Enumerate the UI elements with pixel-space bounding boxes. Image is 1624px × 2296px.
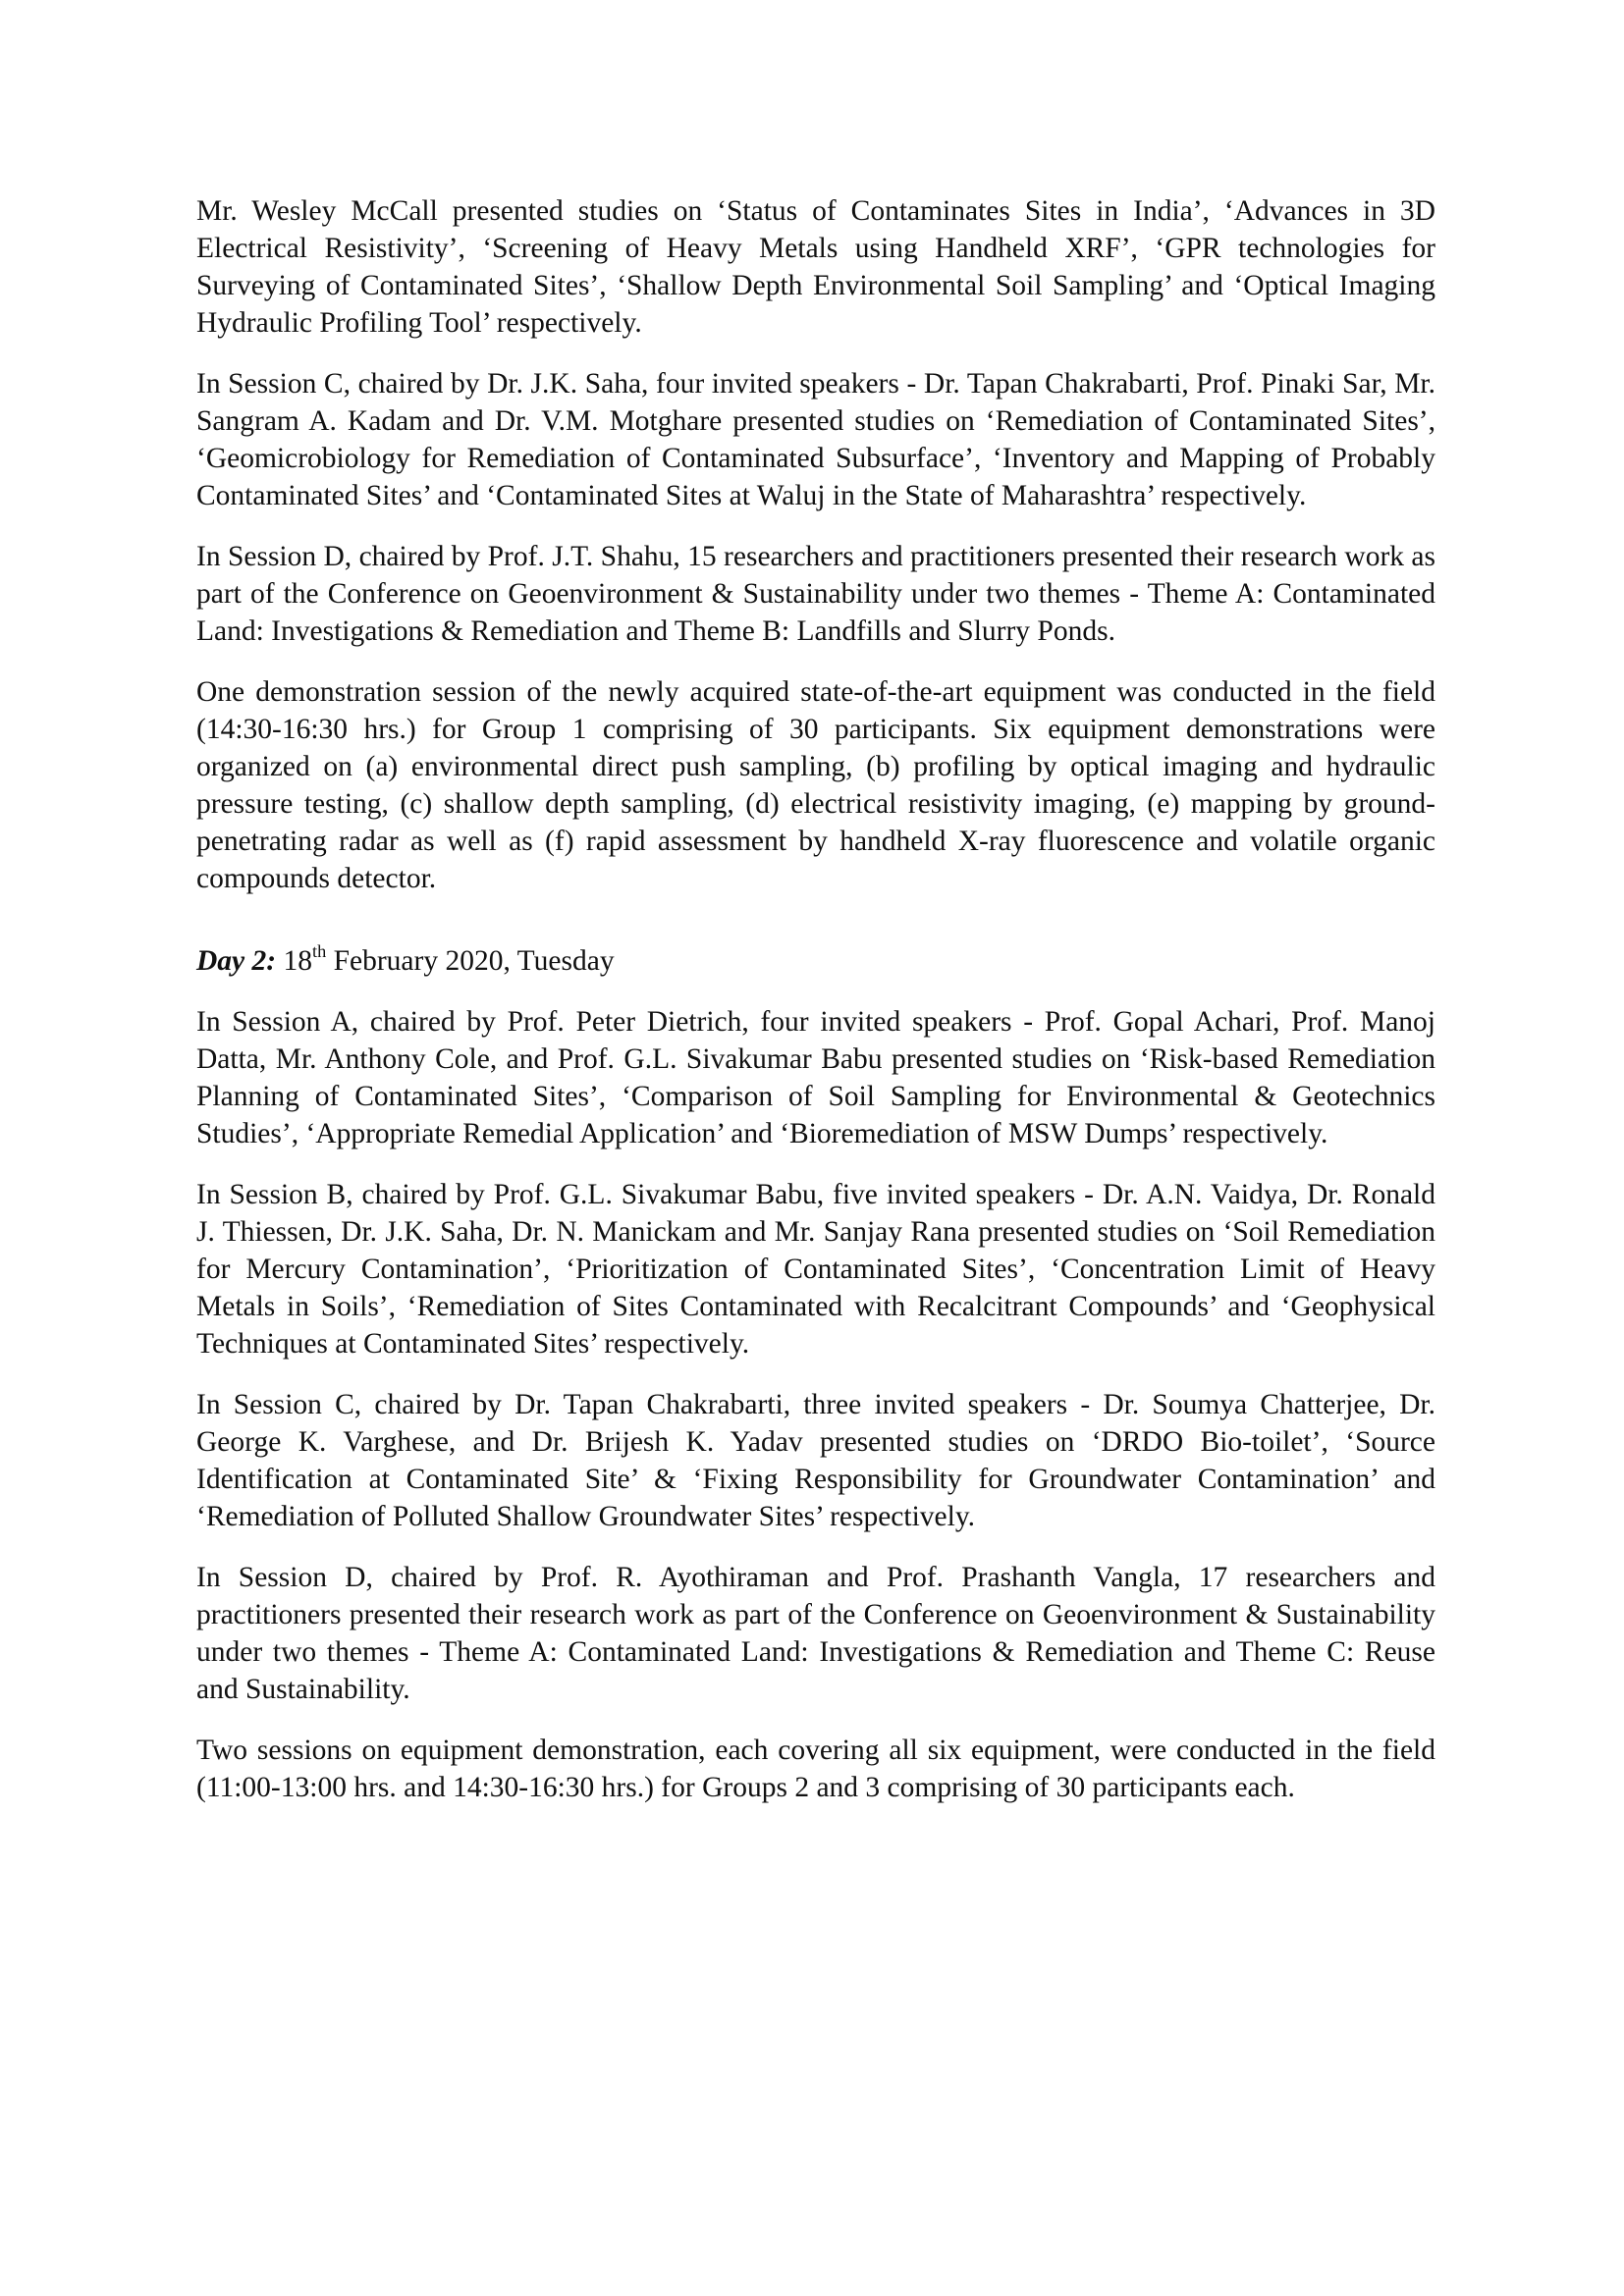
paragraph-day2-demonstration: Two sessions on equipment demonstration, each covering all six equipment, were conducted in the field (11:00-13:00 hrs. and 14:30-16:30 hrs.) for Groups 2 and 3 comprising of 30 participants each. [196, 1735, 1435, 1803]
paragraph-day1-session-c: In Session C, chaired by Dr. J.K. Saha, four invited speakers - Dr. Tapan Chakrabarti, Prof. Pinaki Sar, Mr. Sangram A. Kadam and Dr. V.M. Motghare presented studies on ‘Remediation of Contaminated Sites’, ‘Geomicrobiology for Remediation of Contaminated Subsurface’, ‘Inventory and Mapping of Probably Contaminated Sites’ and ‘Contaminated Sites at Waluj in the State of Maharashtra’ respectively. [196, 368, 1435, 511]
paragraph-day2-session-c: In Session C, chaired by Dr. Tapan Chakrabarti, three invited speakers - Dr. Soumya Chatterjee, Dr. George K. Varghese, and Dr. Brijesh K. Yadav presented studies on ‘DRDO Bio-toilet’, ‘Source Identification at Contaminated Site’ & ‘Fixing Responsibility for Groundwater Contamination’ and ‘Remediation of Polluted Shallow Groundwater Sites’ respectively. [196, 1389, 1435, 1532]
document-body [196, 192, 1435, 1830]
paragraph-day2-session-a: In Session A, chaired by Prof. Peter Dietrich, four invited speakers - Prof. Gopal Achari, Prof. Manoj Datta, Mr. Anthony Cole, and Prof. G.L. Sivakumar Babu presented studies on ‘Risk-based Remediation Planning of Contaminated Sites’, ‘Comparison of Soil Sampling for Environmental & Geotechnics Studies’, ‘Appropriate Remedial Application’ and ‘Bioremediation of MSW Dumps’ respectively. [196, 1006, 1435, 1149]
day2-label: Day 2: [196, 945, 277, 977]
paragraph-day1-demonstration: One demonstration session of the newly acquired state-of-the-art equipment was conducted in the field (14:30-16:30 hrs.) for Group 1 comprising of 30 participants. Six equipment demonstrations were organized on (a) environmental direct push sampling, (b) profiling by optical imaging and hydraulic pressure testing, (c) shallow depth sampling, (d) electrical resistivity imaging, (e) mapping by ground-penetrating radar as well as (f) rapid assessment by handheld X-ray fluorescence and volatile organic compounds detector. [196, 676, 1435, 894]
day2-day-number: 18 [283, 945, 312, 977]
day2-heading [196, 942, 1435, 980]
day2-date-text: February 2020, Tuesday [333, 945, 615, 977]
day2-ordinal-suffix: th [311, 941, 327, 962]
paragraph-mccall-studies: Mr. Wesley McCall presented studies on ‘Status of Contaminates Sites in India’, ‘Advances in 3D Electrical Resistivity’, ‘Screening of Heavy Metals using Handheld XRF’, ‘GPR technologies for Surveying of Contaminated Sites’, ‘Shallow Depth Environmental Soil Sampling’ and ‘Optical Imaging Hydraulic Profiling Tool’ respectively. [196, 195, 1435, 339]
paragraph-day1-session-d: In Session D, chaired by Prof. J.T. Shahu, 15 researchers and practitioners presented their research work as part of the Conference on Geoenvironment & Sustainability under two themes - Theme A: Contaminated Land: Investigations & Remediation and Theme B: Landfills and Slurry Ponds. [196, 541, 1435, 647]
paragraph-day2-session-b: In Session B, chaired by Prof. G.L. Sivakumar Babu, five invited speakers - Dr. A.N. Vaidya, Dr. Ronald J. Thiessen, Dr. J.K. Saha, Dr. N. Manickam and Mr. Sanjay Rana presented studies on ‘Soil Remediation for Mercury Contamination’, ‘Prioritization of Contaminated Sites’, ‘Concentration Limit of Heavy Metals in Soils’, ‘Remediation of Sites Contaminated with Recalcitrant Compounds’ and ‘Geophysical Techniques at Contaminated Sites’ respectively. [196, 1179, 1435, 1360]
paragraph-day2-session-d: In Session D, chaired by Prof. R. Ayothiraman and Prof. Prashanth Vangla, 17 researchers and practitioners presented their research work as part of the Conference on Geoenvironment & Sustainability under two themes - Theme A: Contaminated Land: Investigations & Remediation and Theme C: Reuse and Sustainability. [196, 1562, 1435, 1705]
